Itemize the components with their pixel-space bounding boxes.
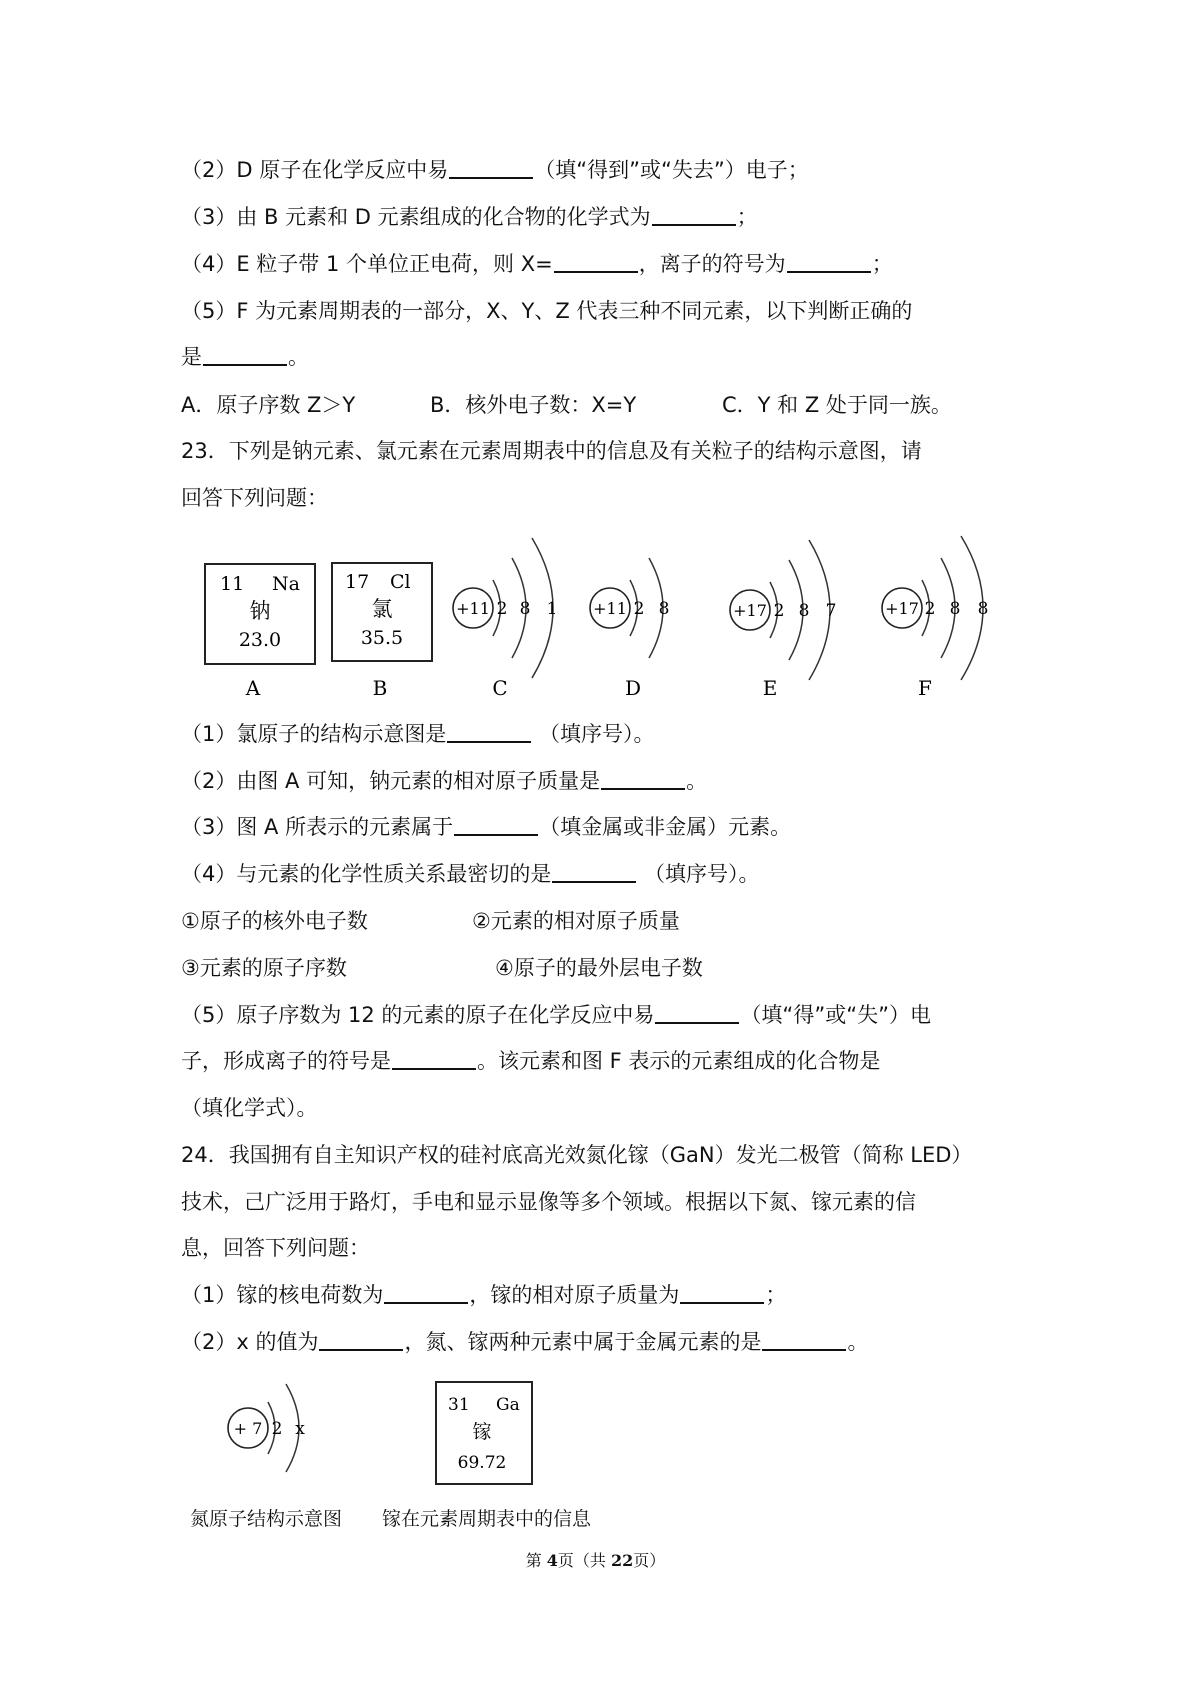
page-footer: 第 4页（共 22页）: [525, 1551, 666, 1570]
svg-text:2: 2: [633, 599, 645, 619]
q23-stem: 23．下列是钠元素、氯元素在元素周期表中的信息及有关粒子的结构示意图，请: [181, 439, 922, 463]
card-mass: 35.5: [360, 627, 404, 649]
svg-text:8: 8: [519, 599, 531, 619]
svg-text:2: 2: [924, 599, 936, 619]
figure-label-f: F: [918, 676, 932, 700]
answer-blank[interactable]: [454, 814, 538, 836]
answer-blank[interactable]: [655, 1002, 739, 1024]
q23-part5-cont2: （填化学式）。: [181, 1096, 318, 1120]
atom-diagram-f: [882, 536, 988, 700]
q24-stem-cont: 技术，己广泛用于路灯，手电和显示显像等多个领域。根据以下氮、镓元素的信: [181, 1190, 916, 1214]
atom-diagram-c: [453, 538, 557, 700]
q24-part2: （2）x 的值为 ，氮、镓两种元素中属于金属元素的是 。: [181, 1330, 869, 1354]
answer-blank[interactable]: [319, 1329, 403, 1351]
card-name: 钠: [249, 599, 271, 623]
svg-text:8: 8: [977, 599, 989, 619]
figure-label-c: C: [492, 676, 508, 700]
svg-text:Ga: Ga: [496, 1395, 520, 1415]
card-name: 氯: [371, 597, 393, 621]
answer-blank[interactable]: [601, 768, 685, 790]
svg-text:x: x: [295, 1419, 305, 1439]
answer-blank[interactable]: [449, 157, 533, 179]
svg-text:8: 8: [949, 599, 961, 619]
choice-3: ③元素的原子序数: [181, 956, 347, 980]
page-number: 4: [546, 1551, 558, 1570]
figure-label-a: A: [245, 676, 261, 700]
figure-label-d: D: [624, 676, 642, 700]
answer-blank[interactable]: [787, 251, 871, 273]
nitrogen-caption: 氮原子结构示意图: [190, 1508, 343, 1530]
svg-text:2: 2: [271, 1419, 283, 1439]
svg-text:7: 7: [825, 601, 837, 621]
q23-stem-cont: 回答下列问题：: [181, 486, 328, 510]
card-number: 11: [220, 573, 245, 595]
card-mass: 23.0: [238, 629, 282, 651]
option-a: A．原子序数 Z＞Y: [181, 393, 356, 417]
q23-part5: （5）原子序数为 12 的元素的原子在化学反应中易 （填“得”或“失”）电: [181, 1003, 931, 1027]
q23-part4: （4）与元素的化学性质关系最密切的是 （填序号）。: [181, 862, 760, 886]
q22-part5-cont: 是 。: [181, 345, 309, 369]
card-symbol: Cl: [390, 571, 411, 593]
q22-part2: （2）D 原子在化学反应中易 （填“得到”或“失去”）电子；: [181, 158, 809, 182]
q22-part5: （5）F 为元素周期表的一部分，X、Y、Z 代表三种不同元素，以下判断正确的: [181, 299, 913, 323]
svg-text:1: 1: [546, 599, 558, 619]
svg-text:+17: +17: [733, 601, 767, 620]
svg-text:8: 8: [798, 601, 810, 621]
atom-diagram-d: [590, 558, 669, 700]
gallium-caption: 镓在元素周期表中的信息: [382, 1508, 592, 1530]
option-b: B．核外电子数：X=Y: [430, 393, 637, 417]
answer-blank[interactable]: [652, 204, 736, 226]
nitrogen-atom-diagram: [228, 1384, 305, 1472]
svg-text:2: 2: [496, 599, 508, 619]
answer-blank[interactable]: [680, 1282, 764, 1304]
q22-part3: （3）由 B 元素和 D 元素组成的化合物的化学式为 ；: [181, 205, 758, 229]
figure-label-e: E: [762, 676, 778, 700]
card-number: 17: [345, 571, 370, 593]
q22-part4: （4）E 粒子带 1 个单位正电荷，则 X= ，离子的符号为 ；: [181, 252, 893, 276]
svg-text:31: 31: [448, 1395, 470, 1415]
svg-text:2: 2: [773, 601, 785, 621]
svg-text:+11: +11: [456, 599, 490, 618]
svg-text:+11: +11: [593, 599, 627, 618]
figure-label-b: B: [372, 676, 388, 700]
answer-blank[interactable]: [447, 721, 531, 743]
svg-text:69.72: 69.72: [457, 1453, 507, 1473]
svg-text:+17: +17: [885, 599, 919, 618]
choice-1: ①原子的核外电子数: [181, 909, 368, 933]
answer-blank[interactable]: [552, 861, 636, 883]
q23-part5-cont: 子，形成离子的符号是 。该元素和图 F 表示的元素组成的化合物是: [181, 1049, 881, 1073]
q23-part2: （2）由图 A 可知，钠元素的相对原子质量是 。: [181, 769, 708, 793]
card-symbol: Na: [272, 573, 300, 595]
answer-blank[interactable]: [762, 1329, 846, 1351]
choice-4: ④原子的最外层电子数: [495, 956, 703, 980]
q24-figure: [190, 1372, 650, 1502]
option-c: C．Y 和 Z 处于同一族。: [722, 393, 952, 417]
q24-part1: （1）镓的核电荷数为 ，镓的相对原子质量为 ；: [181, 1283, 787, 1307]
svg-text:8: 8: [658, 599, 670, 619]
q24-stem: 24．我国拥有自主知识产权的硅衬底高光效氮化镓（GaN）发光二极管（简称 LED）: [181, 1143, 973, 1167]
svg-text:+ 7: + 7: [233, 1419, 263, 1438]
q23-figure: [190, 528, 1040, 708]
gallium-element-card: [436, 1382, 532, 1484]
answer-blank[interactable]: [203, 344, 287, 366]
atom-diagram-e: [730, 540, 836, 700]
answer-blank[interactable]: [392, 1048, 476, 1070]
answer-blank[interactable]: [554, 251, 638, 273]
q23-part3: （3）图 A 所表示的元素属于 （填金属或非金属）元素。: [181, 815, 792, 839]
page-total: 22: [611, 1551, 634, 1570]
answer-blank[interactable]: [384, 1282, 468, 1304]
q23-part1: （1）氯原子的结构示意图是 （填序号）。: [181, 722, 655, 746]
svg-text:镓: 镓: [472, 1421, 492, 1443]
choice-2: ②元素的相对原子质量: [472, 909, 680, 933]
q24-stem-cont2: 息，回答下列问题：: [181, 1236, 370, 1260]
